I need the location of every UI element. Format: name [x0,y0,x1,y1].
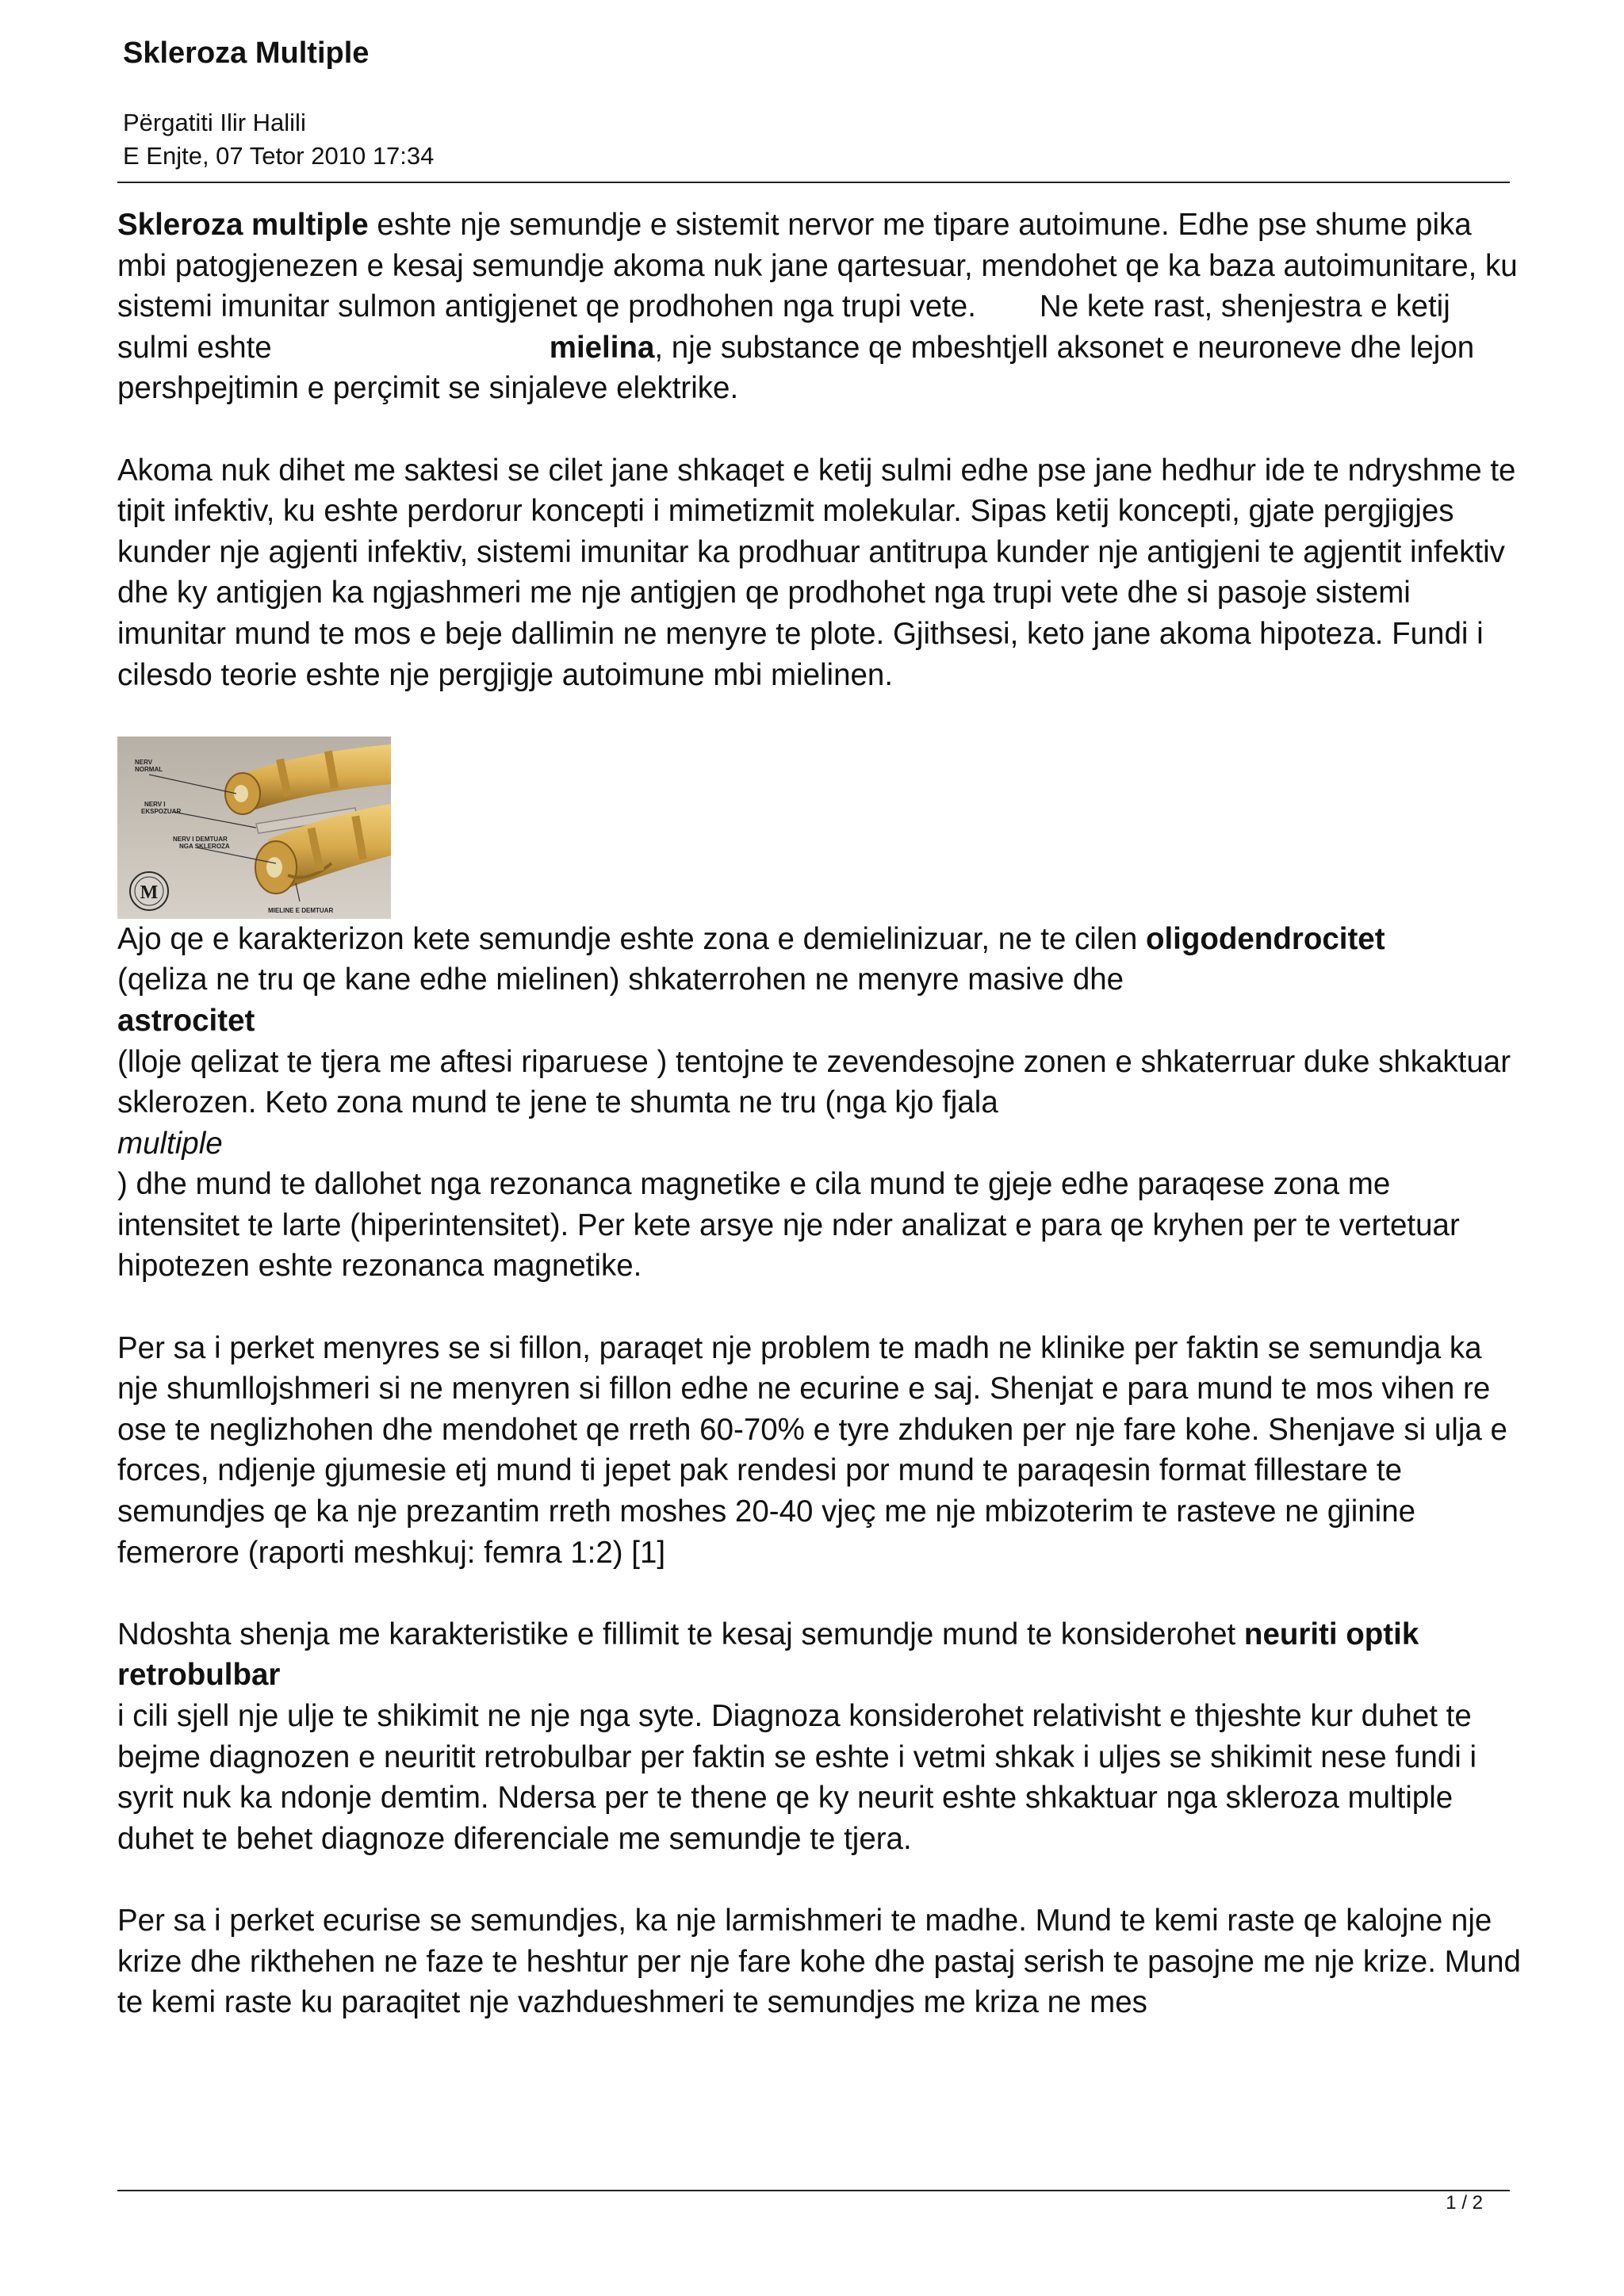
bold-term-astrocitet: astrocitet [117,1003,255,1038]
bold-term-mielina: mielina [549,330,655,365]
paragraph-optic-neuritis: Ndoshta shenja me karakteristike e fillimit te kesaj semundje mund te konsiderohet neuriti optik retrobulbar i cili sjell nje ulje te shikimit ne nje nga syte. Diagnoza konsiderohet relativisht e thjeshte kur duhet te bejme diagnozen e neuritit retrobulbar per faktin se eshte i vetmi shkak i uljes se shikimit nese fundi i syrit nuk ka ndonje demtim. Ndersa per te thene qe ky neurit eshte shkaktuar nga skleroza multiple duhet te behet diagnoze diferenciale me semundje te tjera. [117,1617,1477,1856]
article-meta [123,106,434,173]
paragraph-course: Per sa i perket ecurise se semundjes, ka nje larmishmeri te madhe. Mund te kemi raste qe kalojne nje krize dhe rikthehen ne faze te heshtur per nje fare kohe dhe pastaj serish te pasojne me nje krize. Mund te kemi raste ku paraqitet nje vazhdueshmeri te semundjes me kriza ne mes [117,1903,1521,2020]
label-normal-nerve: NERV [135,758,153,766]
nerve-illustration [117,737,391,919]
label-damaged-myelin: MIELINE E DEMTUAR [268,906,334,914]
label-exposed-nerve: NERV I [144,800,166,808]
svg-text:EKSPOZUAR: EKSPOZUAR [141,807,182,815]
label-damaged-nerve: NERV I DEMTUAR [173,835,228,843]
svg-text:NORMAL: NORMAL [135,765,163,773]
paragraph-intro: Skleroza multiple eshte nje semundje e sistemit nervor me tipare autoimune. Edhe pse shume pika mbi patogjenezen e kesaj semundje akoma nuk jane qartesuar, mendohet qe ka baza autoimunitare, ku sistemi imunitar sulmon antigjenet qe prodhohen nga trupi vete. Ne kete rast, shenjestra e ketij sulmi eshte mielina, nje substance qe mbeshtjell aksonet e neuroneve dhe lejon pershpejtimin e perçimit se sinjaleve elektrike. [117,208,1518,406]
document-title: Skleroza Multiple [123,36,370,70]
footer-divider [117,2190,1510,2191]
article-body [117,205,1521,2064]
nerve-illustration-image [117,737,391,919]
bold-term-oligodendrocitet: oligodendrocitet [1145,921,1385,956]
paragraph-causes: Akoma nuk dihet me saktesi se cilet jane shkaqet e ketij sulmi edhe pse jane hedhur ide te ndryshme te tipit infektiv, ku eshte perdorur koncepti i mimetizmit molekular. Sipas ketij koncepti, gjate pergjigjes kunder nje agjenti infektiv, sistemi imunitar ka prodhuar antitrupa kunder nje antigjeni te agjentit infektiv dhe ky antigjen ka ngjashmeri me nje antigjen qe prodhohet nga trupi vete dhe si pasoje sistemi imunitar mund te mos e beje dallimin ne menyre te plote. Gjithsesi, keto jane akoma hipoteza. Fundi i cilesdo teorie eshte nje pergjigje autoimune mbi mielinen. [117,453,1516,692]
italic-term-multiple: multiple [117,1126,223,1161]
paragraph-onset: Per sa i perket menyres se si fillon, paraqet nje problem te madh ne klinike per faktin se semundja ka nje shumllojshmeri si ne menyren si fillon edhe ne ecurine e saj. Shenjat e para mund te mos vihen re ose te neglizhohen dhe mendohet qe rreth 60-70% e tyre zhduken per nje fare kohe. Shenjave si ulja e forces, ndjenje gjumesie etj mund ti jepet pak rendesi por mund te paraqesin format fillestare te semundjes qe ka nje prezantim rreth moshes 20-40 vjeç me nje mbizoterim te rasteve ne gjinine femerore (raporti meshkuj: femra 1:2) [1] [117,1330,1507,1570]
date-line: E Enjte, 07 Tetor 2010 17:34 [123,142,435,170]
bold-term-neuriti-optik: neuriti optik retrobulbar [117,1617,1419,1693]
paragraph-demyelination: Ajo qe e karakterizon kete semundje eshte zona e demielinizuar, ne te cilen oligodendrocitet (qeliza ne tru qe kane edhe mielinen) shkaterrohen ne menyre masive dhe astrocitet (lloje qelizat te tjera me aftesi riparuese ) tentojne te zevendesojne zonen e shkaterruar duke shkaktuar sklerozen. Keto zona mund te jene te shumta ne tru (nga kjo fjala multiple ) dhe mund te dallohet nga rezonanca magnetike e cila mund te gjeje edhe paraqese zona me intensitet te larte (hiperintensitet). Per kete arsye nje nder analizat e para qe kryhen per te vertetuar hipotezen eshte rezonanca magnetike. [117,921,1511,1284]
svg-text:NGA SKLEROZA: NGA SKLEROZA [179,842,230,850]
author-line: Përgatiti Ilir Halili [123,109,306,136]
svg-text:M: M [140,882,159,903]
bold-term-skleroza: Skleroza multiple [117,208,369,242]
page-number: 1 / 2 [1446,2192,1483,2214]
header-divider [117,182,1510,183]
